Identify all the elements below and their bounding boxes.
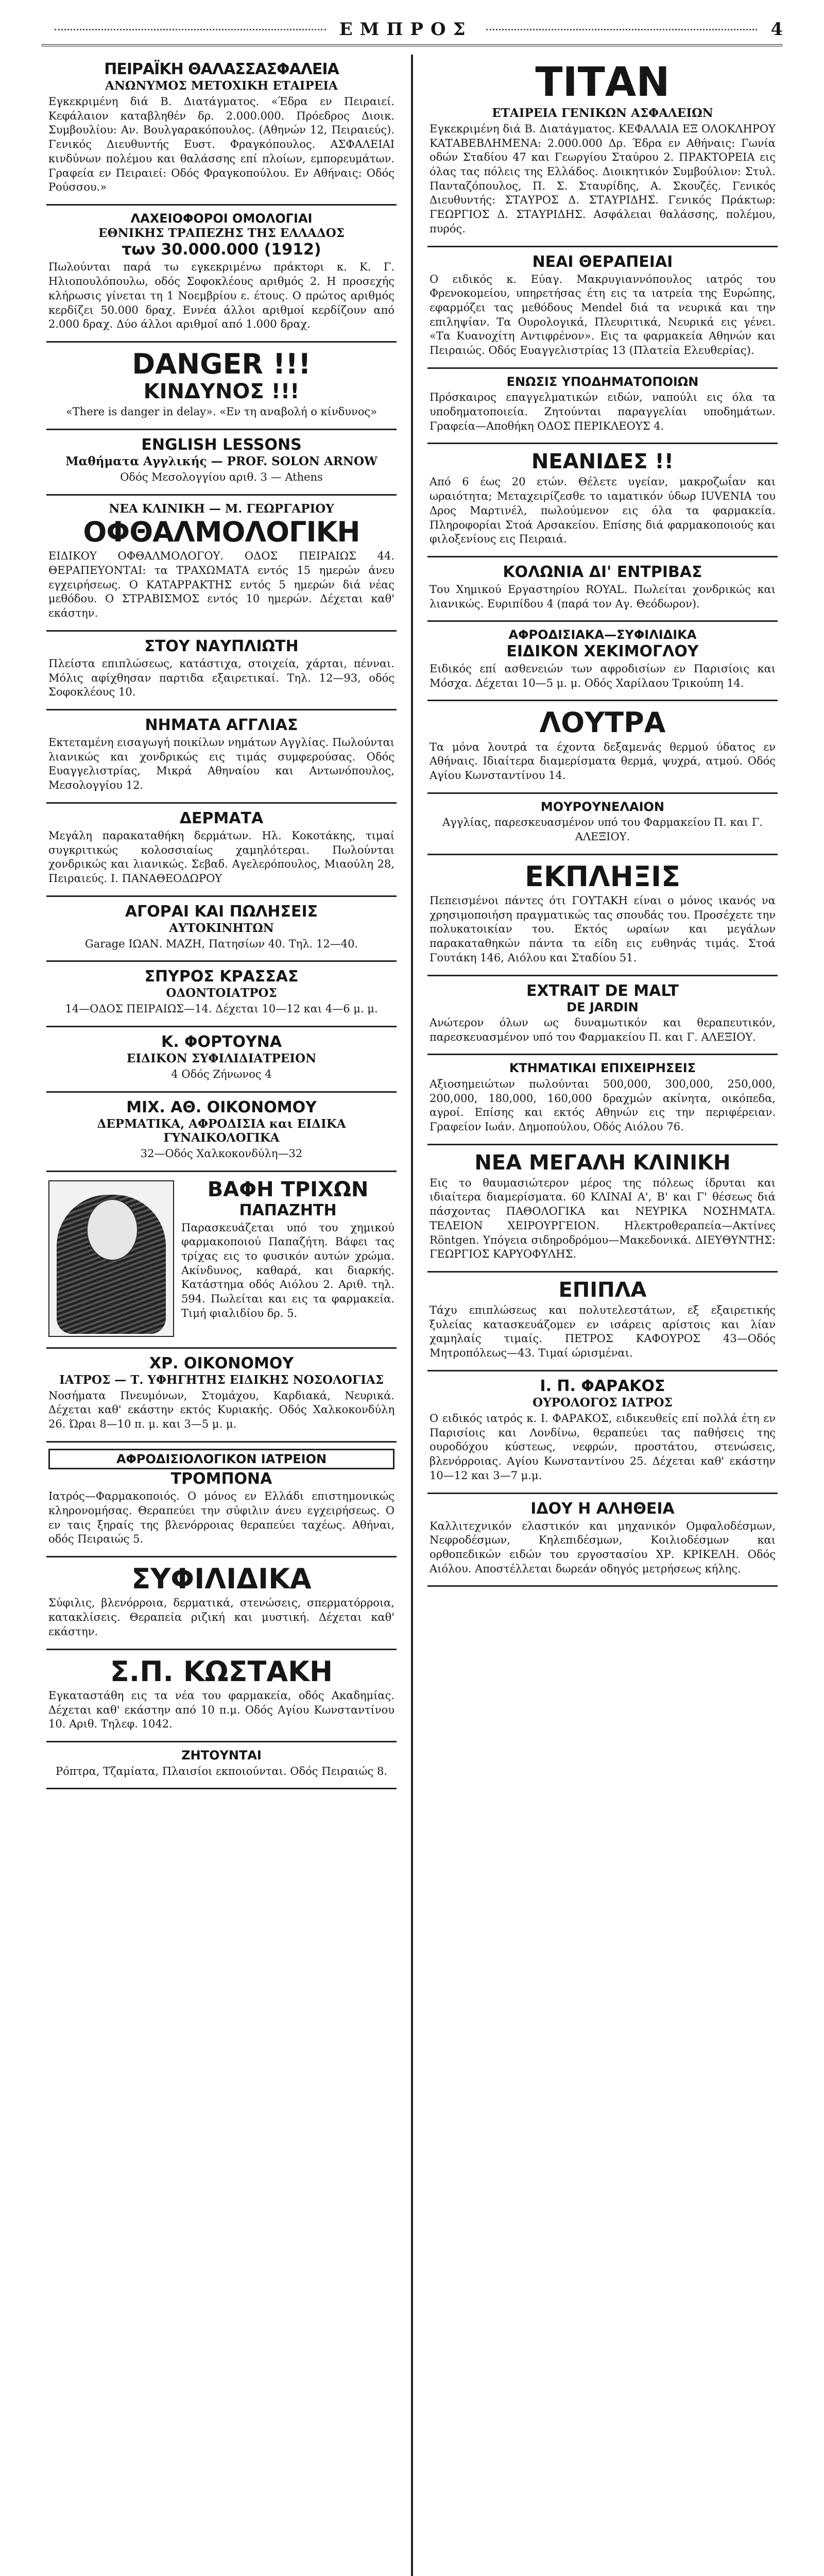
- ad-subheading: ΟΥΡΟΛΟΓΟΣ ΙΑΤΡΟΣ: [533, 1395, 673, 1410]
- ad-body: Εγκεκριμένη διά Β. Διατάγματος. ΚΕΦΑΛΑΙΑ ΕΞ ΟΛΟΚΛΗΡΟΥ ΚΑΤΑΒΕΒΛΗΜΕΝΑ: 2.000.000 Δρ. Έδρα εν Αθήναις: Γωνία οδών Σταδίου 47 και Γεωργίου Σταύρου 2. ΠΡΑΚΤΟΡΕΙΑ εις όλας τας πόλεις της Ελλάδος. Διοικητικόν Συμβούλιον: Στυλ. Πανταζόπουλος, Π. Σ. Σταυρίδης, Α. Σκουζές. Γενικός Διευθυντής: ΣΤΑΥΡΟΣ Δ. ΣΤΑΥΡΙΔΗΣ. Γενικός Πράκτωρ: ΓΕΩΡΓΙΟΣ Δ. ΣΤΑΥΡΙΔΗΣ. Ασφάλειαι θαλάσσης, πολέμου, πυρός.: [429, 122, 776, 235]
- ad-subheading: ΠΑΠΑΖΗΤΗ: [239, 1201, 337, 1219]
- ad-subheading: ΕΘΝΙΚΗΣ ΤΡΑΠΕΖΗΣ ΤΗΣ ΕΛΛΑΔΟΣ: [98, 226, 345, 241]
- ad-heading: ENGLISH LESSONS: [141, 436, 302, 454]
- ad-kolonia: [427, 557, 778, 622]
- ad-heading: ΔΕΡΜΑΤΑ: [179, 809, 264, 827]
- ad-dentist-krassas: [46, 962, 397, 1027]
- ad-heading: ΟΦΘΑΛΜΟΛΟΓΙΚΗ: [83, 515, 360, 548]
- ad-body: Ειδικός επί ασθενειών των αφροδισίων εν Παρισίοις και Μόσχα. Δέχεται 10—5 μ. μ. Οδός Χαρίλαου Τρικούπη 14.: [429, 662, 776, 689]
- ad-fortouna: [46, 1027, 397, 1093]
- ad-heading: ΜΟΥΡΟΥΝΕΛΑΙΟΝ: [540, 799, 665, 814]
- ad-subheading: ΚΙΝΔΥΝΟΣ !!!: [143, 380, 300, 404]
- ad-heading: ΕΠΙΠΛΑ: [558, 1278, 647, 1302]
- ad-body: Garage ΙΩΑΝ. ΜΑΖΗ, Πατησίων 40. Τηλ. 12—40.: [84, 937, 358, 950]
- ad-subheading: Μαθήματα Αγγλικής — PROF. SOLON ARNOW: [65, 454, 377, 469]
- ad-heading: ΤΙΤΑΝ: [535, 59, 670, 106]
- ad-heading: ΖΗΤΟΥΝΤΑΙ: [181, 1748, 262, 1763]
- ad-subheading: ΑΥΤΟΚΙΝΗΤΩΝ: [169, 921, 274, 935]
- ad-heading: EXTRAIT DE MALT: [526, 981, 679, 1000]
- ad-english-lessons: [46, 430, 397, 496]
- ad-heading: ΑΦΡΟΔΙΣΙΟΛΟΓΙΚΟΝ ΙΑΤΡΕΙΟΝ: [48, 1449, 394, 1469]
- ad-body: Του Χημικού Εργαστηρίου ROYAL. Πωλείται χονδρικώς και λιανικώς. Ευριπίδου 4 (παρά τον Αγ. Θεόδωρον).: [429, 583, 776, 610]
- ad-body: Αξιοσημειώτων πωλούνται 500,000, 300,000, 250,000, 200,000, 180,000, 160,000 δραχμών ακίνητα, οικόπεδα, αγροί. Επίσης και εκτός Αθηνών εις την περιφέρειαν. Γραφείον Ιωάν. Δημοπούλου, Οδός Αιόλου 76.: [429, 1077, 776, 1133]
- ad-truth: [427, 1494, 778, 1587]
- ad-body: Μεγάλη παρακαταθήκη δερμάτων. Ηλ. Κοκοτάκης, τιμαί συγκριτικώς κολοσσιαίως χαμηλότεραι. Πωλούνται χονδρικώς και λιανικώς. Σεβαδ. Αγελερόπουλος, Μιαούλη 28, Πειραιεύς. Ι. ΠΑΝΑΘΕΟΔΩΡΟΥ: [48, 829, 395, 885]
- ad-body: Πεπεισμένοι πάντες ότι ΓΟΥΤΑΚΗ είναι ο μόνος ικανός να χρησιμοποιήση πραγματικώς τας σπουδάς του. Προσέχετε την πολυκατοικίαν του. Εκτός ωραίων και μεγάλων παρακαταθηκών πάντα τα είδη εις ευθηνάς τιμάς. Στοά Γουτάκη 146, Αιόλου και Σταδίου 51.: [429, 894, 776, 964]
- ad-body: Εκτεταμένη εισαγωγή ποικίλων νημάτων Αγγλίας. Πωλούνται λιανικώς και χονδρικώς εις τιμάς συμφερούσας. Οδός Ευαγγελιστρίας, Μικρά Αθηναίου και Αντωνόπουλος, Μεσολογγίου 12.: [48, 736, 395, 792]
- ad-subheading: ΑΝΩΝΥΜΟΣ ΜΕΤΟΧΙΚΗ ΕΤΑΙΡΕΙΑ: [105, 79, 338, 93]
- ad-heading: ΝΕΑΙ ΘΕΡΑΠΕΙΑΙ: [532, 252, 673, 271]
- ad-body: Από 6 έως 20 ετών. Θέλετε υγείαν, μακροζωΐαν και ωραιότητα; Μεταχειρίζεσθε το ιαματικόν ύδωρ IUVENIA του Δρος Μαρτινέλ, πωλούμενον εις όλα τα φαρμακεία. Πληροφορίαι Στοά Αρσακείου. Επίσης διά φαρμακοποιούς και φιλοξενίους εις Πειραιά.: [429, 476, 776, 546]
- ad-heading: ΝΕΑΝΙΔΕΣ !!: [531, 450, 674, 474]
- ad-heading: ΝΕΑ ΜΕΓΑΛΗ ΚΛΙΝΙΚΗ: [474, 1150, 731, 1175]
- ad-body: Τάχυ επιπλώσεως και πολυτελεστάτων, εξ εξαιρετικής ξυλείας κατασκευάζομεν εν ισάρεις αρίστοις και λίαν χαμηλαίς τιμαίς. ΠΕΤΡΟΣ ΚΑΦΟΥΡΟΣ 43—Οδός Μητροπόλεως—43. Τιμαί ώρισμέναι.: [429, 1304, 776, 1360]
- ad-body: Πωλούνται παρά τω εγκεκριμένω πράκτορι κ. Κ. Γ. Ηλιοπουλόπουλω, οδός Σοφοκλέους αριθμός 2. Η προσεχής κλήρωσις γίνεται τη 1 Νοεμβρίου ε. έτους. Ο πρώτος αριθμός κερδίζει 50.000 δραχ. Εννέα άλλοι αριθμοί κερδίζουν από 2.000 δραχ. Δύο άλλοι αριθμοί από 1.000 δραχ.: [48, 261, 395, 331]
- ad-farakos: [427, 1371, 778, 1494]
- ad-ekplixis: [427, 855, 778, 976]
- ad-body: Πρόσκαιρος επαγγελματικών ειδών, ναπούλι εις όλα τα υποδηματοποιεία. Ζητούνται παραγγελίαι υποδημάτων. Γραφεία—Αποθήκη ΟΔΟΣ ΠΕΡΙΚΛΕΟΥΣ 4.: [429, 391, 776, 432]
- ad-subheading: ΕΙΔΙΚΟΝ ΣΥΦΙΛΙΔΙΑΤΡΕΙΟΝ: [126, 1052, 317, 1066]
- ad-body: 4 Οδός Ζήνωνος 4: [171, 1068, 272, 1081]
- ad-subheading: ΤΡΟΜΠΟΝΑ: [170, 1470, 272, 1488]
- ad-trompona: [46, 1443, 397, 1557]
- ad-heading: Ι. Π. ΦΑΡΑΚΟΣ: [540, 1377, 665, 1395]
- ad-heading: DANGER !!!: [132, 348, 311, 381]
- ad-body: Ο ειδικός ιατρός κ. Ι. ΦΑΡΑΚΟΣ, ειδικευθείς επί πολλά έτη εν Παρισίοις και Λονδίνω, θεραπεύει τας παθήσεις της ουροδόχου κύστεως, νεφρών, προστάτου, στενώσεις, βλενόρροιας. Αγίου Κωνσταντίνου 25. Δέχεται καθ' εκάστην 10—12 και 3—7 μ.μ.: [429, 1412, 776, 1482]
- ad-heading: ΜΙΧ. ΑΘ. ΟΙΚΟΝΟΜΟΥ: [126, 1098, 317, 1116]
- ad-heading: ΚΤΗΜΑΤΙΚΑΙ ΕΠΙΧΕΙΡΗΣΕΙΣ: [509, 1061, 696, 1076]
- ad-amount: των 30.000.000 (1912): [122, 241, 321, 259]
- ad-body: Καλλιτεχνικόν ελαστικόν και μηχανικόν Ομφαλοδέσμων, Νεφροδέσμων, Κηλεπιδέσμων, Κοιλιοδέσμων και ορθοπεδικών ειδών του εργοστασίου ΧΡ. ΚΡΙΚΕΛΗ. Οδός Αιόλου. Αποστέλλεται δωρεάν οδηγός μετρήσεως κήλης.: [429, 1519, 776, 1575]
- ad-body: Εγκεκριμένη διά Β. Διατάγματος. «Έδρα εν Πειραιεί. Κεφάλαιον καταβληθέν δρ. 2.000.000. Πρόεδρος Διοικ. Συμβουλίου: Αν. Βουλγαρακόπουλος. (Αθηνών 12, Πειραιεύς). Γενικός Διευθυντής Ευστ. Φραγκόπουλος. ΑΣΦΑΛΕΙΑΙ κινδύνων πολέμου και θαλάσσης επί πλοίων, εμπορευμάτων. Γραφεία εν Πειραιεί: Οδός Φραγκοπούλου. Εν Αθήναις: Οδός Ρούσσου.»: [48, 95, 395, 194]
- ad-ophthalmology: [46, 496, 397, 632]
- ad-body: Πλείστα επιπλώσεως, κατάστιχα, στοιχεία, χάρται, πένναι. Μόλις αφίχθησαν παρτιδα εξαιρετικαί. Τηλ. 12—93, οδός Σοφοκλέους 10.: [48, 657, 395, 699]
- paper-title: ΕΜΠΡΟΣ: [339, 19, 473, 40]
- ad-car-sales: [46, 897, 397, 962]
- ad-nafpliotis: [46, 632, 397, 710]
- masthead: [41, 14, 783, 46]
- ad-shoemakers: [427, 369, 778, 445]
- ad-heading: ΛΟΥΤΡΑ: [539, 706, 666, 739]
- ad-heading: ΑΓΟΡΑΙ ΚΑΙ ΠΩΛΗΣΕΙΣ: [125, 902, 318, 921]
- ad-body: Παρασκευάζεται υπό του χημικού φαρμακοποιού Παπαζήτη. Βάφει τας τρίχας εις το φυσικόν αυτών χρώμα. Ακίνδυνος, καθαρά, και διαρκής. Κατάστημα οδός Αιόλου 2. Αριθ. τηλ. 594. Πωλείται και εις τα φαρμακεία. Τιμή φιαλιδίου δρ. 5.: [181, 1221, 395, 1319]
- ad-heading: ΙΔΟΥ Η ΑΛΗΘΕΙΑ: [530, 1499, 675, 1518]
- ad-chekimoglou: [427, 622, 778, 701]
- ad-body: Ανώτερον όλων ως δυναμωτικόν και θεραπευτικόν, παρεσκευασμένον υπό του Φαρμακείου Π. και Γ. ΑΛΕΞΙΟΥ.: [429, 1016, 776, 1043]
- ad-subheading: ΕΙΔΙΚΟΝ ΧΕΚΙΜΟΓΛΟΥ: [506, 642, 699, 660]
- face-illustration: [87, 1199, 138, 1261]
- ad-body: Ιατρός—Φαρμακοποιός. Ο μόνος εν Ελλάδι επιστημονικώς κληρονομήσας. Θεραπεύει την σύφιλιν άνευ εγχειρήσεως. Ο εν ταις ξηραίς της βλενόρροιας θεραπεύει ταχέως. Αθήναι, οδός Πειραιώς 5.: [48, 1490, 395, 1546]
- ad-subheading: ΔΕΡΜΑΤΙΚΑ, ΑΦΡΟΔΙΣΙΑ και ΕΙΔΙΚΑ ΓΥΝΑΙΚΟΛΟΓΙΚΑ: [97, 1116, 346, 1145]
- ad-heading: ΧΡ. ΟΙΚΟΝΟΜΟΥ: [149, 1354, 294, 1372]
- ad-heading: ΚΟΛΩΝΙΑ ΔΙ' ΕΝΤΡΙΒΑΣ: [503, 563, 702, 581]
- ad-heading: Σ.Π. ΚΩΣΤΑΚΗ: [110, 1655, 333, 1688]
- ad-danger: [46, 343, 397, 430]
- ad-malt-extract: [427, 976, 778, 1056]
- ad-body: Εις το θαυμασιώτερον μέρος της πόλεως ίδρυται και ιδιαίτερα διαμερίσματα. 60 ΚΛΙΝΑΙ Α', Β' και Γ' θέσεως διά πάσχοντας ΠΑΘΟΛΟΓΙΚΑ και ΝΕΥΡΙΚΑ ΝΟΣΗΜΑΤΑ. ΤΕΛΕΙΟΝ ΧΕΙΡΟΥΡΓΕΙΟΝ. Ηλεκτροθεραπεία—Ακτίνες Röntgen. Υπόγεια σιδηροδρόμου—Μακεδονικά. ΔΙΕΥΘΥΝΤΗΣ: ΓΕΩΡΓΙΟΣ ΚΑΡΥΟΦΥΛΗΣ.: [429, 1176, 776, 1261]
- ad-subheading: ΕΤΑΙΡΕΙΑ ΓΕΝΙΚΩΝ ΑΣΦΑΛΕΙΩΝ: [492, 106, 713, 120]
- ad-leather: [46, 804, 397, 897]
- ad-body: ΕΙΔΙΚΟΥ ΟΦΘΑΛΜΟΛΟΓΟΥ. ΟΔΟΣ ΠΕΙΡΑΙΩΣ 44. ΘΕΡΑΠΕΥΟΝΤΑΙ: τα ΤΡΑΧΩΜΑΤΑ εντός 15 ημερών άνευ εγχειρήσεως. Ο ΚΑΤΑΡΡΑΚΤΗΣ εντός 5 ημερών διά νέας μεθόδου. Ο ΣΤΡΑΒΙΣΜΟΣ εντός 10 ημερών. Δέχεται καθ' εκάστην.: [48, 550, 395, 620]
- ad-body: 14—ΟΔΟΣ ΠΕΙΡΑΙΩΣ—14. Δέχεται 10—12 και 4—6 μ. μ.: [65, 1003, 378, 1015]
- ad-heading: ΣΠΥΡΟΣ ΚΡΑΣΣΑΣ: [144, 968, 299, 986]
- ad-english-threads: [46, 710, 397, 804]
- ad-subheading: ΝΕΑ ΚΛΙΝΙΚΗ — Μ. ΓΕΩΡΓΑΡΙΟΥ: [109, 501, 334, 516]
- ad-subheading: ΙΑΤΡΟΣ — Τ. ΥΦΗΓΗΤΗΣ ΕΙΔΙΚΗΣ ΝΟΣΟΛΟΓΙΑΣ: [59, 1372, 384, 1387]
- ad-heading: ΛΑΧΕΙΟΦΟΡΟΙ ΟΜΟΛΟΓΙΑΙ: [130, 211, 313, 226]
- ad-oikonomou-chr: [46, 1349, 397, 1443]
- left-column: [41, 55, 402, 2576]
- column-divider: [411, 55, 413, 2576]
- ad-subheading: DE JARDIN: [566, 999, 639, 1014]
- ad-wanted: [46, 1742, 397, 1789]
- ad-heading: ΝΗΜΑΤΑ ΑΓΓΛΙΑΣ: [145, 716, 298, 734]
- ad-body: Τα μόνα λουτρά τα έχοντα δεξαμενάς θερμού ύδατος εν Αθήναις. Ιδιαίτερα διαμερίσματα θερμά, ψυχρά, ατμού. Οδός Αγίου Κωνσταντίνου 14.: [429, 740, 776, 782]
- ad-big-clinic: [427, 1145, 778, 1273]
- ad-kostaki: [46, 1650, 397, 1743]
- ad-body: Εγκαταστάθη εις τα νέα του φαρμακεία, οδός Ακαδημίας. Δέχεται καθ' εκάστην από 10 π.μ. Οδός Αγίου Κωνσταντίνου 10. Αριθ. Τηλεφ. 1042.: [48, 1689, 395, 1731]
- ad-loutra: [427, 701, 778, 794]
- ad-heading: ΠΕΙΡΑΪΚΗ ΘΑΛΑΣΣΑΣΦΑΛΕΙΑ: [104, 60, 339, 78]
- ad-mourouneleon: [427, 794, 778, 855]
- ad-heading: ΒΑΦΗ ΤΡΙΧΩΝ: [207, 1177, 369, 1201]
- ad-body: Ο ειδικός κ. Εύαγ. Μακρυγιαννόπουλος ιατρός του Φρενοκομείου, υπηρετήσας έτη εις τα ιατρεία της Ευρώπης, εφαρμόζει τας μεθόδους Mendel διά τα νευρικά και την επιληψίαν. Τα Ουρολογικά, Πλευριτικά, Νευρικά εις γένει. «Τα Κυανοχίτη Αντιφρένον». Εις τα φαρμακεία Αθηνών και Πειραιώς. Οδός Ευαγγελιστρίας 13 (Πλατεία Ελευθερίας).: [429, 273, 776, 357]
- ad-heading: ΕΚΠΛΗΞΙΣ: [524, 860, 680, 893]
- masthead-rule-left: [55, 29, 326, 30]
- ad-oikonomou-mich: [46, 1093, 397, 1172]
- right-column: [422, 55, 783, 2576]
- page-number: 4: [770, 19, 783, 40]
- ad-body: 32—Οδός Χαλκοκονδύλη—32: [140, 1147, 303, 1160]
- ad-furniture: [427, 1273, 778, 1371]
- ad-heading: Κ. ΦΟΡΤΟΥΝΑ: [161, 1033, 282, 1052]
- ad-heading: ΑΦΡΟΔΙΣΙΑΚΑ—ΣΥΦΙΛΙΔΙΚΑ: [508, 628, 697, 642]
- ad-real-estate: [427, 1055, 778, 1145]
- ad-body: Ρόπτρα, Τζαμίατα, Πλαισίοι εκποιούνται. Οδός Πειραιώς 8.: [56, 1765, 388, 1777]
- ad-titan: [427, 55, 778, 247]
- ad-body: Νοσήματα Πνευμόνων, Στομάχου, Καρδιακά, Νευρικά. Δέχεται καθ' εκάστην εκτός Κυριακής. Οδός Χαλκοκονδύλη 26. Ώραι 8—10 π. μ. και 3—5 μ. μ.: [48, 1389, 395, 1431]
- ad-new-therapies: [427, 247, 778, 369]
- ad-body: «There is danger in delay». «Εν τη αναβολή ο κίνδυνος»: [65, 405, 377, 418]
- ad-heading: ΕΝΩΣΙΣ ΥΠΟΔΗΜΑΤΟΠΟΙΩΝ: [506, 374, 699, 389]
- ad-body: Οδός Μεσολογγίου αριθ. 3 — Athens: [120, 471, 323, 484]
- columns: [41, 55, 783, 2576]
- ad-heading: ΣΤΟΥ ΝΑΥΠΛΙΩΤΗ: [144, 637, 299, 655]
- ad-syphilitic: [46, 1557, 397, 1650]
- ad-body: Σύφιλις, βλενόρροια, δερματικά, στενώσεις, σπερματόρροια, κατακλίσεις. Θεραπεία ριζική και μυστική. Δέχεται καθ' εκάστην.: [48, 1597, 395, 1638]
- ad-heading: ΣΥΦΙΛΙΔΙΚΑ: [131, 1563, 312, 1596]
- ad-body: Αγγλίας, παρεσκευασμένον υπό του Φαρμακείου Π. και Γ. ΑΛΕΞΙΟΥ.: [442, 816, 763, 843]
- ad-subheading: ΟΔΟΝΤΟΙΑΤΡΟΣ: [166, 986, 277, 1001]
- masthead-rule-right: [486, 29, 758, 30]
- ad-lottery-bonds: [46, 206, 397, 343]
- ad-hair-dye: [46, 1172, 397, 1349]
- woman-portrait-illustration: [48, 1180, 174, 1337]
- ad-neanides: [427, 444, 778, 557]
- ad-peiraiki-insurance: [46, 55, 397, 206]
